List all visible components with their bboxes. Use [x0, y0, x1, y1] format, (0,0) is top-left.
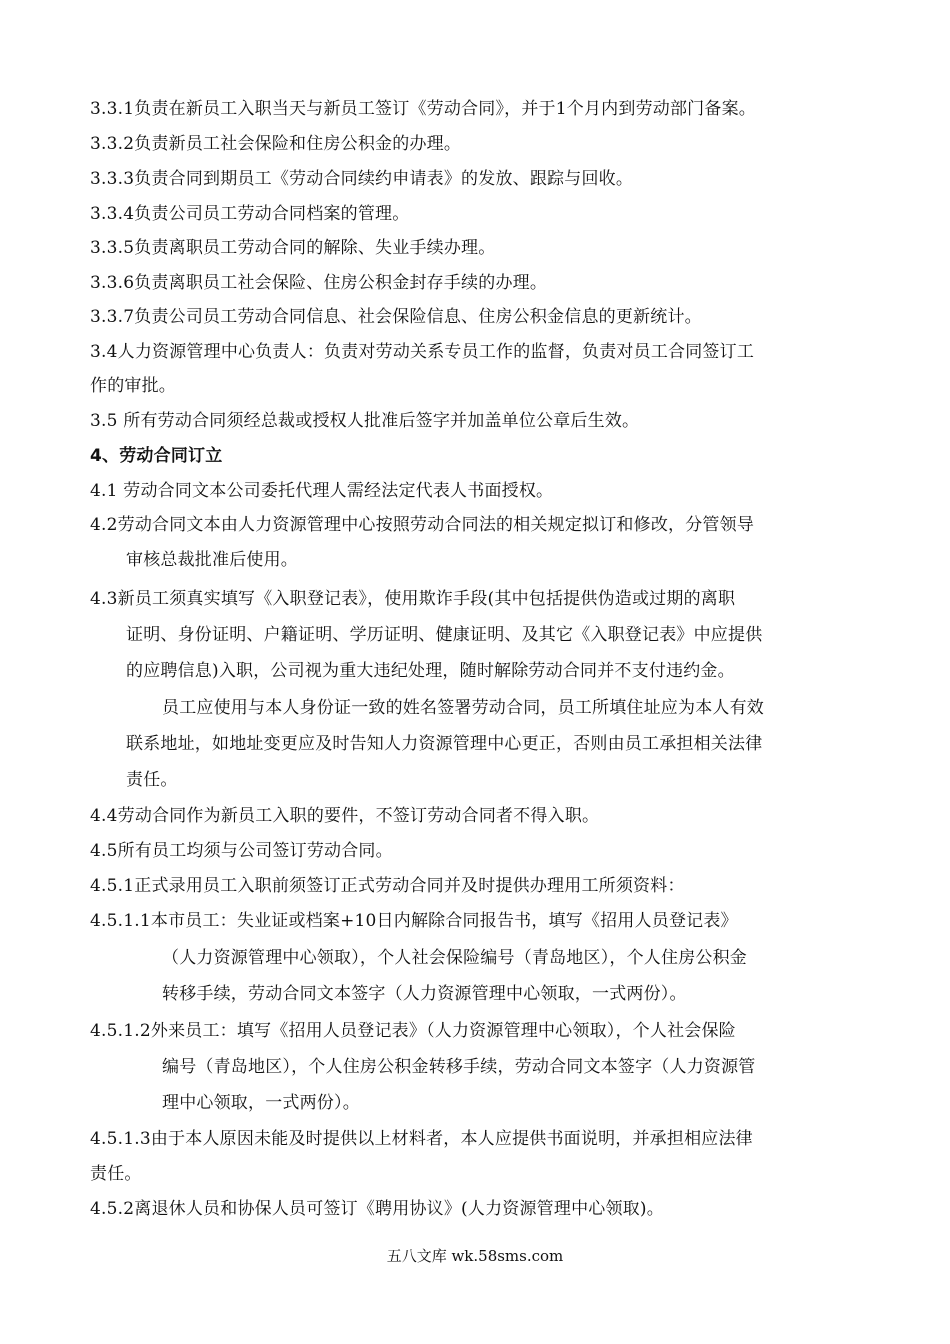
text-line-4-5-1-3: 4.5.1.3由于本人原因未能及时提供以上材料者，本人应提供书面说明，并承担相应法律	[90, 1129, 753, 1149]
text-line-4-5: 4.5所有员工均须与公司签订劳动合同。	[90, 841, 393, 861]
text-line-4-5-1-2-cont2: 理中心领取，一式两份）。	[162, 1093, 360, 1113]
text-line-4-5-1-2: 4.5.1.2外来员工：填写《招用人员登记表》（人力资源管理中心领取），个人社会保险	[90, 1021, 736, 1041]
text-line-4-3-cont1: 证明、身份证明、户籍证明、学历证明、健康证明、及其它《入职登记表》中应提供	[126, 625, 763, 645]
page-footer-watermark: 五八文库 wk.58sms.com	[386, 1247, 564, 1265]
text-line-3-3-2: 3.3.2负责新员工社会保险和住房公积金的办理。	[90, 134, 462, 154]
text-line-3-3-3: 3.3.3负责合同到期员工《劳动合同续约申请表》的发放、跟踪与回收。	[90, 169, 634, 189]
text-line-4-3-para2: 员工应使用与本人身份证一致的姓名签署劳动合同，员工所填住址应为本人有效	[162, 698, 764, 718]
text-line-4-4: 4.4劳动合同作为新员工入职的要件，不签订劳动合同者不得入职。	[90, 806, 600, 826]
text-line-3-3-4: 3.3.4负责公司员工劳动合同档案的管理。	[90, 204, 410, 224]
text-line-4-2: 4.2劳动合同文本由人力资源管理中心按照劳动合同法的相关规定拟订和修改，分管领导	[90, 515, 755, 535]
text-line-4-5-1-3-cont: 责任。	[90, 1164, 142, 1184]
text-line-4-3-cont2: 的应聘信息)入职，公司视为重大违纪处理，随时解除劳动合同并不支付违约金。	[126, 661, 735, 681]
text-line-4-2-cont: 审核总裁批准后使用。	[126, 550, 298, 570]
text-line-3-4-cont: 作的审批。	[90, 376, 176, 396]
text-line-4-5-1-1-cont2: 转移手续，劳动合同文本签字（人力资源管理中心领取，一式两份）。	[162, 984, 687, 1004]
text-line-4-5-1-1-cont1: （人力资源管理中心领取），个人社会保险编号（青岛地区），个人住房公积金	[162, 948, 747, 968]
text-line-4-3-para2-cont1: 联系地址，如地址变更应及时告知人力资源管理中心更正，否则由员工承担相关法律	[126, 734, 763, 754]
text-line-4-1: 4.1 劳动合同文本公司委托代理人需经法定代表人书面授权。	[90, 481, 554, 501]
text-line-4-5-2: 4.5.2离退休人员和协保人员可签订《聘用协议》(人力资源管理中心领取)。	[90, 1199, 664, 1219]
text-line-4-5-1-2-cont1: 编号（青岛地区），个人住房公积金转移手续，劳动合同文本签字（人力资源管	[162, 1057, 756, 1077]
text-line-4-3: 4.3新员工须真实填写《入职登记表》，使用欺诈手段(其中包括提供伪造或过期的离职	[90, 589, 736, 609]
text-line-3-3-7: 3.3.7负责公司员工劳动合同信息、社会保险信息、住房公积金信息的更新统计。	[90, 307, 702, 327]
text-line-3-3-5: 3.3.5负责离职员工劳动合同的解除、失业手续办理。	[90, 238, 496, 258]
text-line-3-3-6: 3.3.6负责离职员工社会保险、住房公积金封存手续的办理。	[90, 273, 548, 293]
text-line-3-3-1: 3.3.1负责在新员工入职当天与新员工签订《劳动合同》，并于1个月内到劳动部门备案。	[90, 99, 756, 119]
text-line-4-3-para2-cont2: 责任。	[126, 770, 178, 790]
text-line-4-5-1-1: 4.5.1.1本市员工：失业证或档案+10日内解除合同报告书，填写《招用人员登记表》	[90, 911, 738, 931]
text-line-4-5-1: 4.5.1正式录用员工入职前须签订正式劳动合同并及时提供办理用工所须资料：	[90, 876, 685, 896]
text-line-3-5: 3.5 所有劳动合同须经总裁或授权人批准后签字并加盖单位公章后生效。	[90, 411, 640, 431]
text-line-3-4: 3.4人力资源管理中心负责人：负责对劳动关系专员工作的监督，负责对员工合同签订工	[90, 342, 755, 362]
section-heading-4: 4、劳动合同订立	[90, 446, 223, 466]
